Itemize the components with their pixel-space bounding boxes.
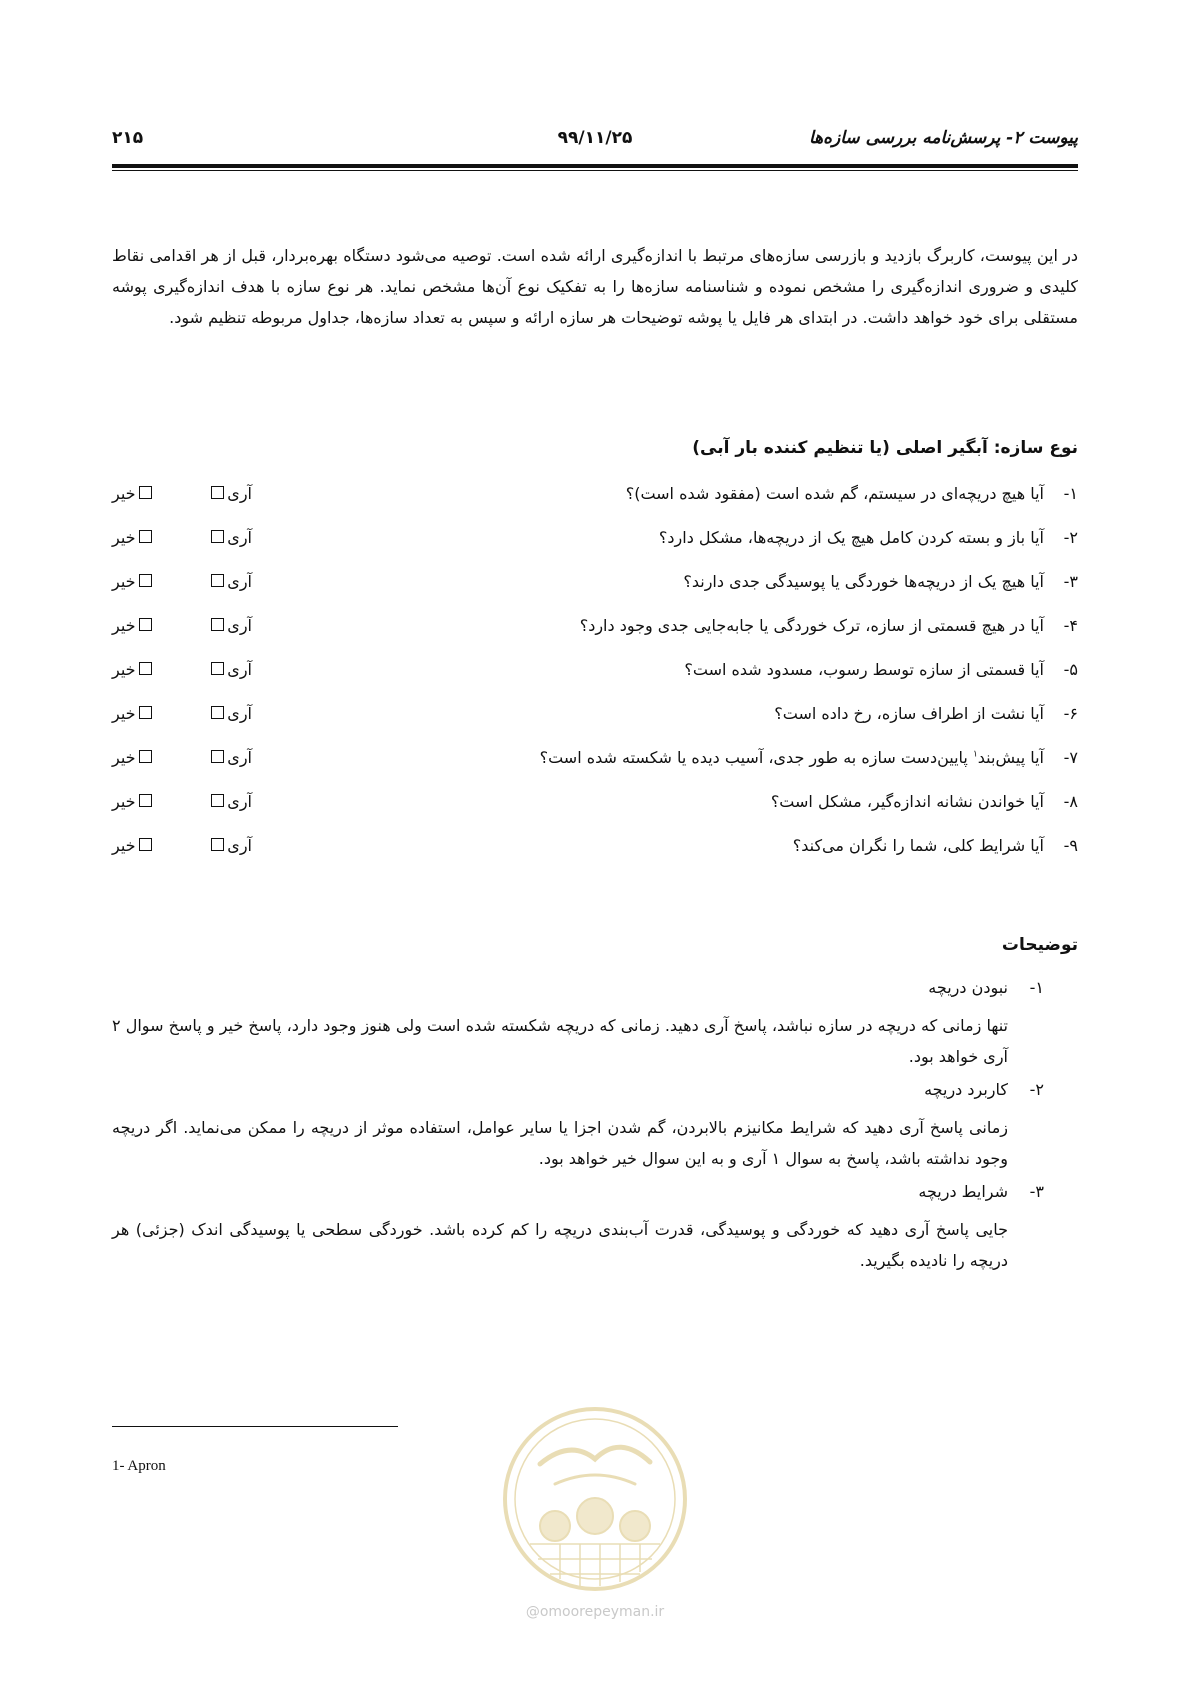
yes-label: آری bbox=[227, 792, 252, 811]
page-header bbox=[112, 128, 1078, 158]
no-checkbox[interactable] bbox=[139, 486, 152, 499]
note-heading bbox=[112, 1080, 1078, 1112]
no-label: خیر bbox=[112, 836, 136, 855]
yes-checkbox[interactable] bbox=[211, 618, 224, 631]
yes-label: آری bbox=[227, 660, 252, 679]
yes-label: آری bbox=[227, 616, 252, 635]
intro-paragraph: در این پیوست، کاربرگ بازدید و بازرسی سازه‌های مرتبط با اندازه‌گیری ارائه شده است. توصیه می‌شود دستگاه بهره‌بردار، قبل از هر اقدامی نقاط کلیدی و ضروری اندازه‌گیری را مشخص نموده و شناسنامه سازه‌ها را به تفکیک نوع آن‌ها مشخص نماید. هر نوع سازه با هدف اندازه‌گیری پوشه مستقلی برای خود خواهد داشت. در ابتدای هر فایل یا پوشه توضیحات هر سازه ارائه و سپس به تعداد سازه‌ها، جداول مربوطه تنظیم شود. bbox=[112, 246, 1078, 327]
no-label: خیر bbox=[112, 704, 136, 723]
yes-checkbox[interactable] bbox=[211, 794, 224, 807]
no-checkbox[interactable] bbox=[139, 794, 152, 807]
no-checkbox[interactable] bbox=[139, 530, 152, 543]
no-label: خیر bbox=[112, 616, 136, 635]
yes-label: آری bbox=[227, 572, 252, 591]
note-title: شرایط دریچه bbox=[918, 1182, 1008, 1201]
note-body: تنها زمانی که دریچه در سازه نباشد، پاسخ آری دهید. زمانی که دریچه شکسته شده است ولی هنوز وجود دارد، پاسخ خیر و پاسخ سوال ۲ آری خواهد بود. bbox=[112, 1016, 1008, 1066]
yes-checkbox[interactable] bbox=[211, 838, 224, 851]
footnote-rule bbox=[112, 1426, 398, 1427]
question-row bbox=[112, 836, 1078, 880]
header-rule-thick bbox=[112, 164, 1078, 168]
yes-label: آری bbox=[227, 704, 252, 723]
question-number: ۹- bbox=[1063, 836, 1078, 855]
yes-label: آری bbox=[227, 528, 252, 547]
question-number: ۲- bbox=[1063, 528, 1078, 547]
note-body: جایی پاسخ آری دهید که خوردگی و پوسیدگی، قدرت آب‌بندی دریچه را کم کرده باشد. خوردگی سطحی یا پوسیدگی اندک (جزئی) هر دریچه را نادیده بگیرید. bbox=[112, 1220, 1008, 1270]
no-checkbox[interactable] bbox=[139, 662, 152, 675]
question-text-part: پایین‌دست سازه به طور جدی، آسیب دیده یا شکسته شده است؟ bbox=[539, 748, 973, 767]
note-number: ۳- bbox=[1029, 1182, 1044, 1201]
no-label: خیر bbox=[112, 660, 136, 679]
question-number: ۴- bbox=[1063, 616, 1078, 635]
question-row bbox=[112, 792, 1078, 836]
header-date: ۹۹/۱۱/۲۵ bbox=[557, 128, 633, 148]
section-title: نوع سازه: آبگیر اصلی (یا تنظیم کننده بار آبی) bbox=[692, 438, 1078, 458]
question-number: ۱- bbox=[1063, 484, 1078, 503]
footnote-mark: ۱ bbox=[972, 749, 978, 760]
page-number: ۲۱۵ bbox=[112, 128, 144, 148]
yes-checkbox[interactable] bbox=[211, 706, 224, 719]
question-list bbox=[112, 484, 1078, 880]
question-row bbox=[112, 748, 1078, 792]
header-title: پیوست ۲- پرسش‌نامه بررسی سازه‌ها bbox=[808, 128, 1078, 148]
question-row bbox=[112, 484, 1078, 528]
question-text: آیا هیچ یک از دریچه‌ها خوردگی یا پوسیدگی جدی دارند؟ bbox=[683, 572, 1044, 591]
no-checkbox[interactable] bbox=[139, 706, 152, 719]
question-row bbox=[112, 572, 1078, 616]
yes-checkbox[interactable] bbox=[211, 530, 224, 543]
watermark-seal-icon bbox=[500, 1404, 690, 1594]
yes-checkbox[interactable] bbox=[211, 662, 224, 675]
no-label: خیر bbox=[112, 528, 136, 547]
question-text: آیا قسمتی از سازه توسط رسوب، مسدود شده است؟ bbox=[684, 660, 1044, 679]
question-row bbox=[112, 704, 1078, 748]
header-rule-thin bbox=[112, 170, 1078, 171]
question-text: آیا در هیچ قسمتی از سازه، ترک خوردگی یا جابه‌جایی جدی وجود دارد؟ bbox=[579, 616, 1044, 635]
yes-label: آری bbox=[227, 748, 252, 767]
no-checkbox[interactable] bbox=[139, 750, 152, 763]
yes-label: آری bbox=[227, 836, 252, 855]
question-row bbox=[112, 616, 1078, 660]
no-label: خیر bbox=[112, 792, 136, 811]
question-text: آیا شرایط کلی، شما را نگران می‌کند؟ bbox=[792, 836, 1044, 855]
note-body: زمانی پاسخ آری دهید که شرایط مکانیزم بالابردن، گم شدن اجزا یا سایر عوامل، استفاده موثر از دریچه را ممکن می‌نماید. اگر دریچه وجود نداشته باشد، پاسخ به سوال ۱ آری و به این سوال خیر خواهد بود. bbox=[112, 1118, 1008, 1168]
question-number: ۷- bbox=[1063, 748, 1078, 767]
question-number: ۵- bbox=[1063, 660, 1078, 679]
no-label: خیر bbox=[112, 484, 136, 503]
no-label: خیر bbox=[112, 572, 136, 591]
no-label: خیر bbox=[112, 748, 136, 767]
question-row bbox=[112, 528, 1078, 572]
footnote-text: 1- Apron bbox=[112, 1458, 166, 1474]
note-number: ۱- bbox=[1029, 978, 1044, 997]
yes-checkbox[interactable] bbox=[211, 574, 224, 587]
question-number: ۸- bbox=[1063, 792, 1078, 811]
note-heading bbox=[112, 978, 1078, 1010]
yes-checkbox[interactable] bbox=[211, 486, 224, 499]
question-row bbox=[112, 660, 1078, 704]
question-text-part: آیا پیش‌بند bbox=[977, 748, 1044, 767]
note-title: نبودن دریچه bbox=[928, 978, 1008, 997]
question-number: ۶- bbox=[1063, 704, 1078, 723]
question-text bbox=[540, 748, 1044, 767]
question-number: ۳- bbox=[1063, 572, 1078, 591]
question-text: آیا هیچ دریچه‌ای در سیستم، گم شده است (مفقود شده است)؟ bbox=[625, 484, 1044, 503]
notes-list bbox=[112, 978, 1078, 1284]
yes-checkbox[interactable] bbox=[211, 750, 224, 763]
watermark-site: @omoorepeyman.ir bbox=[525, 1604, 665, 1620]
no-checkbox[interactable] bbox=[139, 618, 152, 631]
yes-label: آری bbox=[227, 484, 252, 503]
question-text: آیا خواندن نشانه اندازه‌گیر، مشکل است؟ bbox=[770, 792, 1044, 811]
question-text: آیا باز و بسته کردن کامل هیچ یک از دریچه‌ها، مشکل دارد؟ bbox=[658, 528, 1044, 547]
no-checkbox[interactable] bbox=[139, 838, 152, 851]
no-checkbox[interactable] bbox=[139, 574, 152, 587]
note-heading bbox=[112, 1182, 1078, 1214]
question-text: آیا نشت از اطراف سازه، رخ داده است؟ bbox=[774, 704, 1044, 723]
note-title: کاربرد دریچه bbox=[924, 1080, 1008, 1099]
note-number: ۲- bbox=[1029, 1080, 1044, 1099]
notes-title: توضیحات bbox=[1001, 935, 1078, 955]
